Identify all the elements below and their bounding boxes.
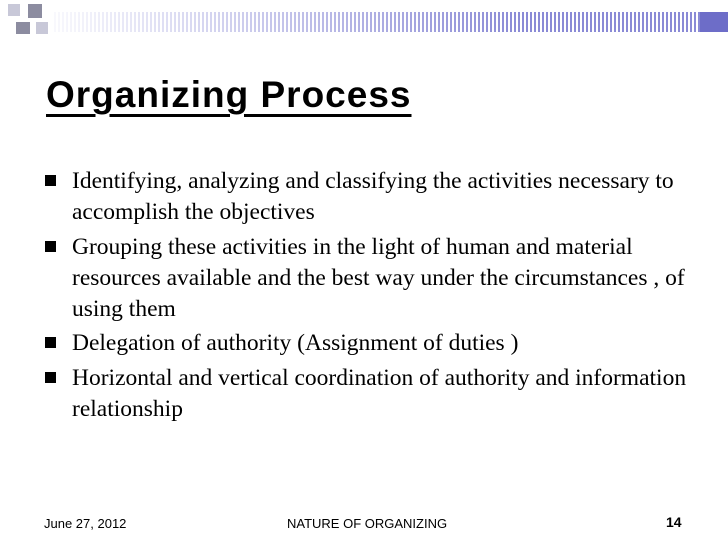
square-bullet-icon: [45, 241, 56, 252]
stripe-solid-end: [700, 12, 728, 32]
slide-title: Organizing Process: [46, 74, 412, 115]
list-item: [45, 363, 705, 425]
decorative-square: [28, 4, 42, 18]
decorative-square: [8, 4, 20, 16]
list-item-text: Identifying, analyzing and classifying the activities necessary to accomplish the objectives: [72, 168, 674, 225]
stripe-fade: [52, 12, 728, 32]
list-item-text: Grouping these activities in the light of human and material resources available and the best way under the circumstances , of using them: [72, 233, 685, 322]
decorative-square: [36, 22, 48, 34]
list-item-text: Delegation of authority (Assignment of duties ): [72, 330, 519, 356]
footer-date: June 27, 2012: [44, 516, 127, 531]
square-bullet-icon: [45, 372, 56, 383]
bullet-list: [45, 166, 705, 428]
decorative-square: [16, 22, 30, 34]
list-item-text: Horizontal and vertical coordination of authority and information relationship: [72, 364, 687, 422]
page-number: 14: [666, 514, 682, 530]
list-item: [45, 232, 705, 325]
square-bullet-icon: [45, 337, 56, 348]
footer-title: NATURE OF ORGANIZING: [287, 516, 448, 531]
header-stripe-band: [52, 12, 728, 32]
square-bullet-icon: [45, 175, 56, 186]
list-item: [45, 328, 705, 359]
list-item: [45, 166, 705, 228]
